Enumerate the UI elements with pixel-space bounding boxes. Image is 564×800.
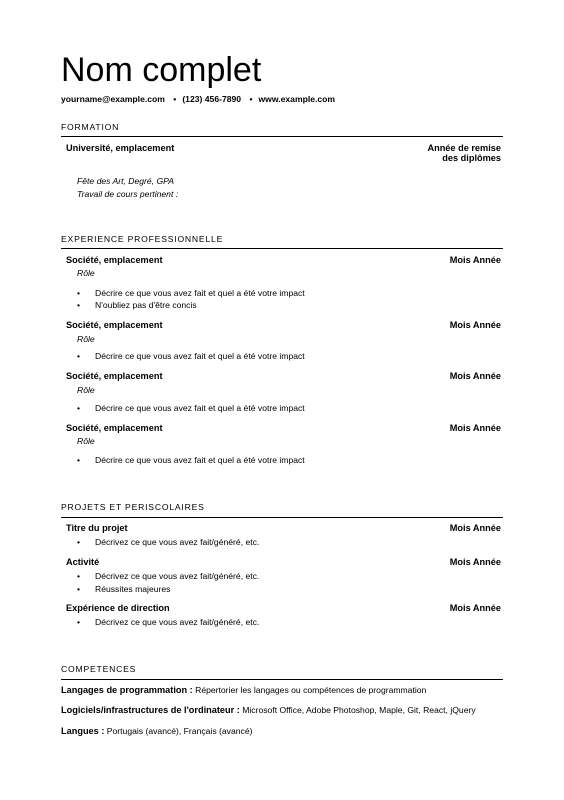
section-title-skills: COMPETENCES [61,664,137,674]
job-date: Mois Année [449,371,501,381]
job-company: Société, emplacement [66,371,163,381]
degree-detail: Fête des Art, Degré, GPA [77,176,174,186]
job-company: Société, emplacement [66,320,163,330]
job-role: Rôle [77,334,95,344]
project-name: Activité [66,557,100,567]
list-item: • Réussites majeures [77,584,171,594]
coursework-detail: Travail de cours pertinent : [77,189,179,199]
list-item: • Décrire ce que vous avez fait et quel a été votre impact [77,351,305,361]
section-title-experience: EXPERIENCE PROFESSIONNELLE [61,234,224,244]
list-item: • Décrivez ce que vous avez fait/généré, etc. [77,537,260,547]
skill-row [61,726,252,736]
list-item: • Décrire ce que vous avez fait et quel a été votre impact [77,455,305,465]
job-date: Mois Année [449,423,501,433]
job-role: Rôle [77,268,95,278]
skill-row [61,705,476,715]
job-date: Mois Année [449,255,501,265]
skill-value: Portugais (avancé), Français (avancé) [106,726,253,736]
section-title-projects: PROJETS ET PERISCOLAIRES [61,502,205,512]
project-name: Expérience de direction [66,603,170,613]
skill-key: Langages de programmation : [61,685,193,695]
separator-dot: • [173,94,177,104]
job-company: Société, emplacement [66,255,163,265]
graduation-date: Année de remise des diplômes [427,143,501,163]
list-item: • Décrire ce que vous avez fait et quel a été votre impact [77,288,305,298]
separator-dot: • [249,94,253,104]
contact-line [61,94,335,104]
job-role: Rôle [77,385,95,395]
project-date: Mois Année [449,523,501,533]
section-divider [61,679,503,680]
job-company: Société, emplacement [66,423,163,433]
job-date: Mois Année [449,320,501,330]
email: yourname@example.com [61,94,165,104]
list-item: • Décrire ce que vous avez fait et quel a été votre impact [77,403,305,413]
skill-key: Langues : [61,726,105,736]
job-role: Rôle [77,436,95,446]
website: www.example.com [258,94,336,104]
section-divider [61,136,503,137]
skill-row [61,685,426,695]
list-item: • Décrivez ce que vous avez fait/généré, etc. [77,617,260,627]
full-name: Nom complet [61,51,262,89]
section-divider [61,248,503,249]
skill-key: Logiciels/infrastructures de l'ordinateur : [61,705,240,715]
skill-value: Microsoft Office, Adobe Photoshop, Maple, Git, React, jQuery [242,705,476,715]
project-date: Mois Année [449,603,501,613]
project-name: Titre du projet [66,523,128,533]
skill-value: Répertorier les langages ou compétences de programmation [195,685,427,695]
school-name: Université, emplacement [66,143,175,153]
section-divider [61,517,503,518]
phone: (123) 456-7890 [182,94,242,104]
list-item: • Décrivez ce que vous avez fait/généré, etc. [77,571,260,581]
section-title-formation: FORMATION [61,122,120,132]
list-item: • N'oubliez pas d'être concis [77,300,197,310]
project-date: Mois Année [449,557,501,567]
